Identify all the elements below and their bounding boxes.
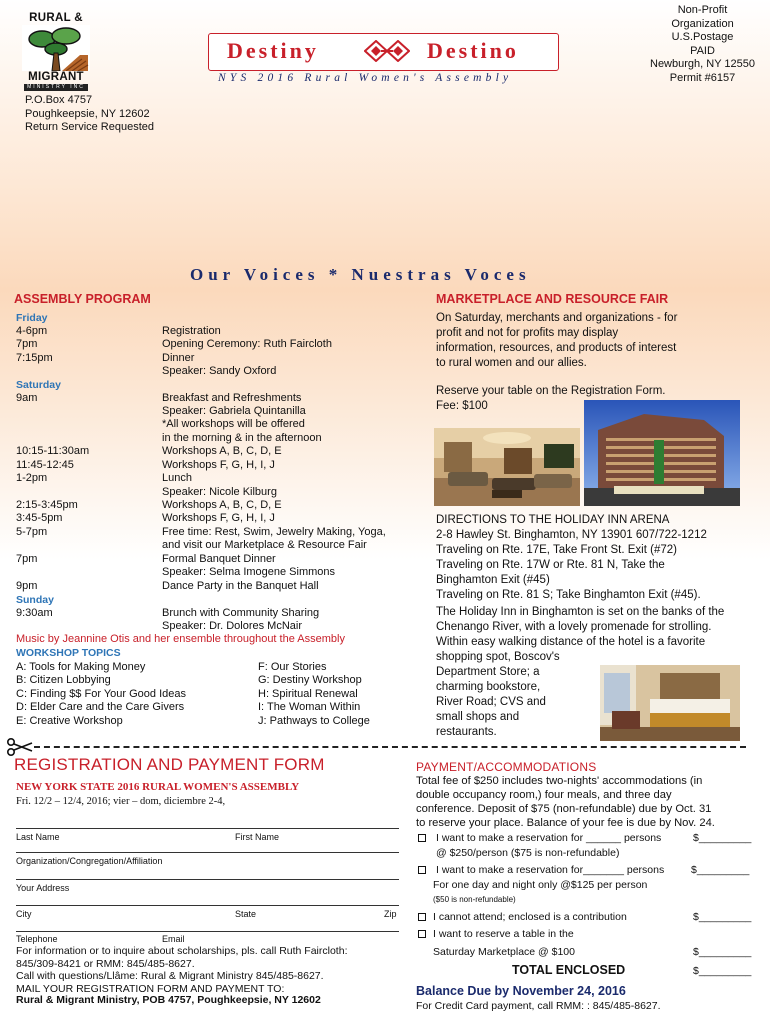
program-event: Free time: Rest, Swim, Jewelry Making, Yoga, — [162, 526, 386, 538]
reservation-full-checkbox[interactable] — [418, 834, 426, 842]
return-service-note: Return Service Requested — [25, 121, 155, 133]
program-event: Breakfast and Refreshments — [162, 392, 302, 404]
program-event: Dinner — [162, 352, 195, 364]
program-event: Speaker: Sandy Oxford — [162, 365, 277, 377]
telephone-label: Telephone — [16, 934, 58, 944]
city-line[interactable] — [16, 905, 399, 906]
registration-subheading: NEW YORK STATE 2016 RURAL WOMEN'S ASSEMBLY — [16, 781, 300, 793]
zip-label: Zip — [384, 909, 397, 919]
time-slot: 1-2pm — [16, 472, 48, 484]
workshop-topic: C: Finding $$ For Your Good Ideas — [16, 688, 186, 700]
marketplace-text: On Saturday, merchants and organizations - for profit and not for profits may display information, resources, and products of interest to rural women and our allies. — [436, 312, 678, 369]
time-slot: 9pm — [16, 580, 38, 592]
day-label-saturday: Saturday — [16, 379, 61, 391]
program-event: Formal Banquet Dinner — [162, 553, 276, 565]
logo-text-bottom: MIGRANT — [28, 71, 84, 83]
hotel-directions: DIRECTIONS TO THE HOLIDAY INN ARENA 2-8 Hawley St. Binghamton, NY 13901 607/722-1212 Traveling on Rte. 17E, Take Front St. Exit (#72) Traveling on Rte. 17W or Rte. 81 N, Take the Binghamton Exit (#45) Traveling on Rte. 81 S; Take Binghamton Exit (#45). — [436, 514, 707, 601]
reservation-day-note: ($50 is non-refundable) — [433, 895, 516, 904]
program-event: Brunch with Community Sharing — [162, 607, 320, 619]
event-dates: Fri. 12/2 – 12/4, 2016; vier – dom, diciembre 2-4, — [16, 796, 226, 807]
first-name-label: First Name — [235, 832, 280, 842]
time-slot: 9:30am — [16, 607, 53, 619]
tree-icon — [22, 25, 90, 71]
cut-line — [34, 746, 746, 748]
reservation-day-checkbox[interactable] — [418, 866, 426, 874]
city-label: City — [16, 909, 32, 919]
workshop-topic: B: Citizen Lobbying — [16, 674, 111, 686]
time-slot: 9am — [16, 392, 38, 404]
workshop-topic: I: The Woman Within — [258, 701, 361, 713]
marketplace-reserve: Reserve your table on the Registration Form. Fee: $100 — [436, 385, 666, 412]
contribution-checkbox[interactable] — [418, 913, 426, 921]
time-slot: 4-6pm — [16, 325, 48, 337]
marketplace-heading: MARKETPLACE AND RESOURCE FAIR — [436, 292, 669, 306]
last-name-label: Last Name — [16, 832, 60, 842]
workshop-topics-heading: WORKSHOP TOPICS — [16, 647, 121, 659]
program-event: in the morning & in the afternoon — [162, 432, 322, 444]
logo-subtext: MINISTRY INC — [24, 84, 88, 91]
payment-heading: PAYMENT/ACCOMMODATIONS — [416, 760, 597, 774]
reservation-day-amount[interactable]: $_________ — [691, 864, 750, 876]
market-table-checkbox[interactable] — [418, 930, 426, 938]
mailing-address: Rural & Migrant Ministry, POB 4757, Poughkeepsie, NY 12602 — [16, 994, 321, 1006]
program-event: Opening Ceremony: Ruth Faircloth — [162, 338, 332, 350]
contribution-option: I cannot attend; enclosed is a contribution — [433, 911, 627, 923]
total-enclosed-amount[interactable]: $_________ — [693, 965, 752, 977]
time-slot: 2:15-3:45pm — [16, 499, 78, 511]
title-word-destino: Destino — [427, 38, 519, 63]
reservation-full-amount[interactable]: $_________ — [693, 832, 752, 844]
market-table-option: I want to reserve a table in the — [433, 928, 574, 940]
contribution-amount[interactable]: $_________ — [693, 911, 752, 923]
program-event: Dance Party in the Banquet Hall — [162, 580, 319, 592]
time-slot: 11:45-12:45 — [16, 459, 74, 471]
workshop-topic: J: Pathways to College — [258, 715, 370, 727]
reservation-full-price: @ $250/person ($75 is non-refundable) — [436, 847, 620, 859]
address-line[interactable] — [16, 879, 399, 880]
reservation-full-option: I want to make a reservation for ______ persons — [436, 832, 662, 844]
day-label-sunday: Sunday — [16, 594, 54, 606]
contact-info: For information or to inquire about scholarships, pls. call Ruth Faircloth: 845/309-8421 or RMM: 845/485-8627. Call with questions/Llâme: Rural & Migrant Ministry 845/485-8627. MAIL YOUR REGISTRATION FORM AND PAYMENT TO: — [16, 945, 348, 995]
last-name-line[interactable] — [16, 828, 399, 829]
workshop-topic: D: Elder Care and the Care Givers — [16, 701, 185, 713]
hotel-lobby-photo — [434, 428, 580, 506]
address-label: Your Address — [16, 883, 70, 893]
program-event: Registration — [162, 325, 221, 337]
reservation-day-price: For one day and night only @$125 per person — [433, 879, 648, 891]
event-title-banner — [208, 33, 559, 71]
program-event: Workshops A, B, C, D, E — [162, 445, 282, 457]
hotel-exterior-photo — [584, 400, 740, 506]
email-label: Email — [162, 934, 185, 944]
program-event: Speaker: Selma Imogene Simmons — [162, 566, 336, 578]
balance-due: Balance Due by November 24, 2016 — [416, 984, 626, 998]
time-slot: 7pm — [16, 338, 38, 350]
program-event: Lunch — [162, 472, 192, 484]
reservation-day-option: I want to make a reservation for_______ persons — [436, 864, 665, 876]
postage-indicia: Non-Profit Organization U.S.Postage PAID Newburgh, NY 12550 Permit #6157 — [650, 4, 755, 84]
payment-description: Total fee of $250 includes two-nights' accommodations (in double occupancy room,) four meals, and three day conference. Deposit of $75 (non-refundable) due by Oct. 31 to reserve your place. Balance of your fee is due by Nov. 24. — [416, 775, 715, 829]
program-event: *All workshops will be offered — [162, 418, 305, 430]
organization-logo — [20, 12, 92, 90]
program-event: Workshops F, G, H, I, J — [162, 512, 275, 524]
program-event: Speaker: Gabriela Quintanilla — [162, 405, 306, 417]
credit-card-note: For Credit Card payment, call RMM: : 845/485-8627. — [416, 1000, 661, 1012]
time-slot: 5-7pm — [16, 526, 48, 538]
total-enclosed-label: TOTAL ENCLOSED — [512, 963, 626, 977]
title-word-destiny: Destiny — [227, 38, 319, 63]
time-slot: 7:15pm — [16, 352, 53, 364]
market-table-price: Saturday Marketplace @ $100 — [433, 946, 575, 958]
assembly-program-heading: ASSEMBLY PROGRAM — [14, 292, 151, 306]
music-note: Music by Jeannine Otis and her ensemble throughout the Assembly — [16, 633, 345, 645]
hotel-room-photo — [600, 665, 740, 741]
program-event: Speaker: Nicole Kilburg — [162, 486, 277, 498]
workshop-topic: H: Spiritual Renewal — [258, 688, 358, 700]
time-slot: 10:15-11:30am — [16, 445, 90, 457]
program-event: Workshops A, B, C, D, E — [162, 499, 282, 511]
return-address: P.O.Box 4757 Poughkeepsie, NY 12602 — [25, 94, 150, 120]
program-event: Speaker: Dr. Dolores McNair — [162, 620, 302, 632]
organization-label: Organization/Congregation/Affiliation — [16, 856, 163, 866]
state-label: State — [235, 909, 257, 919]
time-slot: 7pm — [16, 553, 38, 565]
registration-heading: REGISTRATION AND PAYMENT FORM — [14, 755, 325, 774]
workshop-topic: A: Tools for Making Money — [16, 661, 146, 673]
day-label-friday: Friday — [16, 312, 48, 324]
program-event: and visit our Marketplace & Resource Fair — [162, 539, 367, 551]
event-subtitle: NYS 2016 Rural Women's Assembly — [218, 72, 513, 84]
telephone-line[interactable] — [16, 931, 399, 932]
workshop-topic: E: Creative Workshop — [16, 715, 123, 727]
hotel-description: The Holiday Inn in Binghamton is set on the banks of the Chenango River, with a lovely promenade for strolling. Within easy walking distance of the hotel is a favorite shopping spot, Boscov's Department Store; a charming bookstore, River Road; CVS and small shops and restaurants. — [436, 606, 725, 738]
diamond-ornament-icon — [364, 40, 410, 62]
scissors-icon — [6, 738, 34, 756]
organization-line[interactable] — [16, 852, 399, 853]
section-title-voices: Our Voices * Nuestras Voces — [190, 265, 531, 284]
logo-text-top: RURAL & — [29, 12, 83, 24]
program-event: Workshops F, G, H, I, J — [162, 459, 275, 471]
workshop-topic: F: Our Stories — [258, 661, 327, 673]
time-slot: 3:45-5pm — [16, 512, 63, 524]
market-table-amount[interactable]: $_________ — [693, 946, 752, 958]
workshop-topic: G: Destiny Workshop — [258, 674, 362, 686]
